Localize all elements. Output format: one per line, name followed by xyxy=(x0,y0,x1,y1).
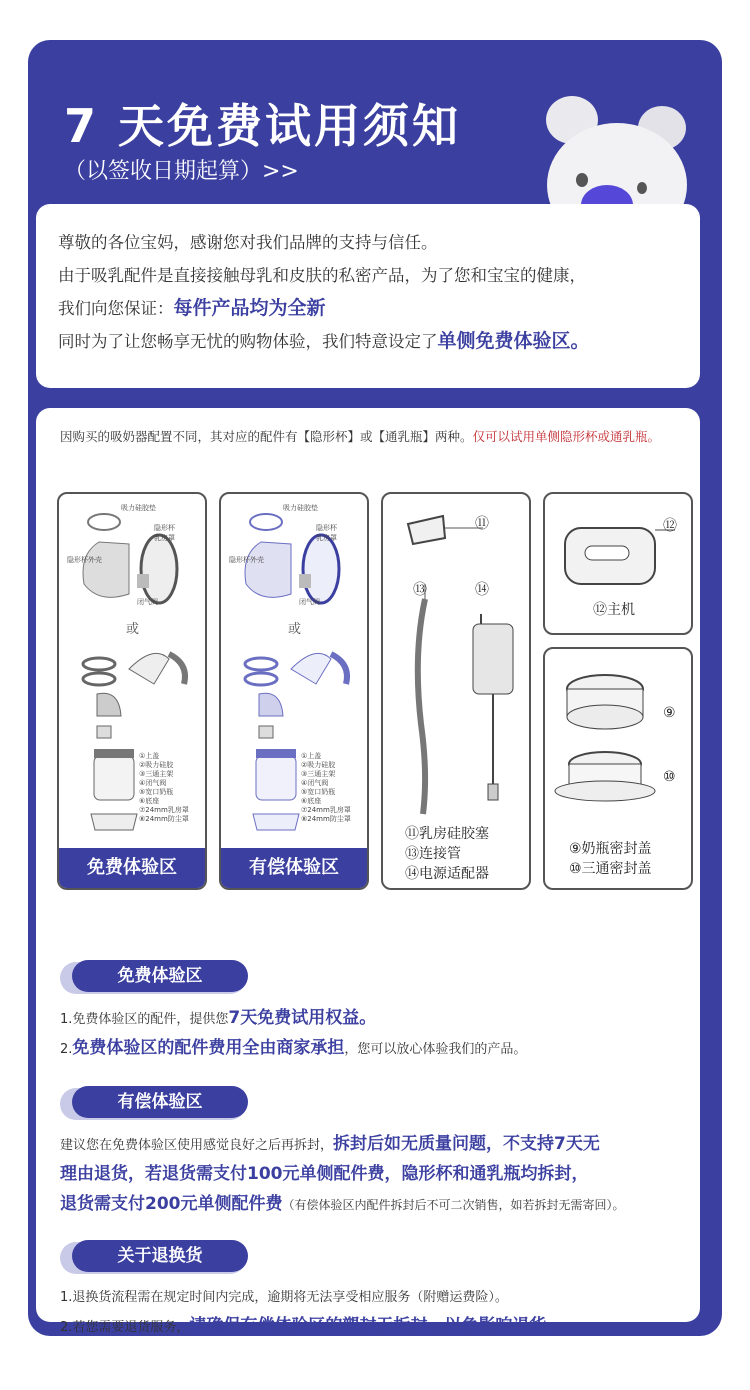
text: 建议您在免费体验区使用感觉良好之后再拆封， xyxy=(60,1138,334,1153)
paid-section-line xyxy=(60,1130,600,1160)
legend-item: ⑧24mm防尘罩 xyxy=(139,815,189,823)
config-note xyxy=(60,426,690,448)
text: 1.免费体验区的配件，提供您 xyxy=(60,1012,229,1027)
host-label: ⑫主机 xyxy=(593,602,635,618)
parts-legend xyxy=(139,752,189,824)
return-section-line xyxy=(60,1312,563,1336)
legend-item: ③三通主架 xyxy=(301,770,336,778)
intro-highlight: 每件产品均为全新 xyxy=(173,297,326,319)
legend-item: ④闭气阀 xyxy=(139,779,167,787)
or-label: 或 xyxy=(126,622,140,637)
legend-item: ②吸力硅胶 xyxy=(301,761,336,769)
part-label: 闭气阀 xyxy=(299,598,320,606)
legend-item: ⑤宽口奶瓶 xyxy=(139,788,174,796)
or-label: 或 xyxy=(288,622,302,637)
intro-card xyxy=(36,204,700,388)
legend-item: ⑬连接管 xyxy=(405,846,461,862)
highlight: 请确保有偿体验区的塑封无拆封，以免影响退货。 xyxy=(189,1316,564,1336)
page-subtitle: （以签收日期起算）>> xyxy=(64,159,299,184)
part-label: 乳房罩 xyxy=(316,534,337,542)
intro-line: 尊敬的各位宝妈，感谢您对我们品牌的支持与信任。 xyxy=(58,233,438,252)
free-parts-card xyxy=(57,492,207,890)
legend-item: ②吸力硅胶 xyxy=(139,761,174,769)
legend-item: ⑥底座 xyxy=(301,797,322,805)
free-section-line xyxy=(60,1034,526,1064)
legend-item: ⑩三通密封盖 xyxy=(569,861,652,877)
legend-item: ⑧24mm防尘罩 xyxy=(301,815,351,823)
legend-item: ①上盖 xyxy=(139,752,160,760)
text: ，您可以放心体验我们的产品。 xyxy=(344,1042,527,1057)
num-label: ⑨ xyxy=(663,705,676,721)
num-label: ⑪ xyxy=(475,516,489,532)
host-card xyxy=(543,492,693,635)
num-label: ⑭ xyxy=(475,582,489,598)
legend-item: ⑤宽口奶瓶 xyxy=(301,788,336,796)
part-label: 隐形杯外壳 xyxy=(67,556,102,564)
part-label: 吸力硅胶垫 xyxy=(121,504,156,512)
highlight: 拆封后如无质量问题，不支持7天无 xyxy=(333,1134,600,1154)
note-warning: 仅可以试用单侧隐形杯或通乳瓶。 xyxy=(472,429,661,444)
part-label: 隐形杯外壳 xyxy=(229,556,264,564)
paid-parts-card xyxy=(219,492,369,890)
part-label: 吸力硅胶垫 xyxy=(283,504,318,512)
intro-line xyxy=(58,292,680,325)
intro-text: 同时为了让您畅享无忧的购物体验，我们特意设定了 xyxy=(58,332,438,351)
return-section-line: 1.退换货流程需在规定时间内完成，逾期将无法享受相应服务（附赠运费险）。 xyxy=(60,1290,508,1305)
paid-section-tab: 有偿体验区 xyxy=(72,1086,248,1118)
text: 2. xyxy=(60,1042,73,1057)
text: （有偿体验区内配件拆封后不可二次销售，如若拆封无需寄回）。 xyxy=(282,1198,625,1212)
accessories-card xyxy=(381,492,531,890)
accessories-legend xyxy=(405,824,489,884)
page-title: 7 天免费试用须知 xyxy=(64,99,462,153)
highlight: 退货需支付200元单侧配件费 xyxy=(60,1194,283,1214)
free-section-tab: 免费体验区 xyxy=(72,960,248,992)
highlight: 理由退货，若退货需支付100元单侧配件费，隐形杯和通乳瓶均拆封， xyxy=(60,1164,589,1184)
legend-item: ④闭气阀 xyxy=(301,779,329,787)
legend-item: ⑦24mm乳房罩 xyxy=(301,806,351,814)
paid-zone-label: 有偿体验区 xyxy=(221,848,367,888)
num-label: ⑬ xyxy=(413,582,427,598)
seal-legend xyxy=(569,839,652,879)
legend-item: ⑥底座 xyxy=(139,797,160,805)
part-label: 隐形杯 xyxy=(316,524,337,532)
part-label: 隐形杯 xyxy=(154,524,175,532)
intro-text: 我们向您保证： xyxy=(58,299,174,318)
return-section-tab: 关于退换货 xyxy=(72,1240,248,1272)
highlight: 免费体验区的配件费用全由商家承担 xyxy=(72,1038,345,1058)
legend-item: ⑭电源适配器 xyxy=(405,866,489,882)
num-label: ⑩ xyxy=(663,769,676,785)
details-card xyxy=(36,408,700,1322)
text: 2.若您需要退货服务， xyxy=(60,1320,190,1335)
part-label: 乳房罩 xyxy=(154,534,175,542)
page-frame xyxy=(28,40,722,1336)
num-label: ⑫ xyxy=(663,518,677,534)
free-zone-label: 免费体验区 xyxy=(59,848,205,888)
paid-section-line xyxy=(60,1160,589,1190)
free-section-line xyxy=(60,1004,376,1034)
paid-section-line xyxy=(60,1190,625,1220)
legend-item: ⑪乳房硅胶塞 xyxy=(405,826,489,842)
seals-card xyxy=(543,647,693,890)
legend-item: ③三通主架 xyxy=(139,770,174,778)
highlight: 7天免费试用权益。 xyxy=(228,1008,377,1028)
intro-line xyxy=(58,325,680,358)
legend-item: ①上盖 xyxy=(301,752,322,760)
legend-item: ⑦24mm乳房罩 xyxy=(139,806,189,814)
note-text: 因购买的吸奶器配置不同，其对应的配件有【隐形杯】或【通乳瓶】两种。 xyxy=(60,429,473,444)
intro-line: 由于吸乳配件是直接接触母乳和皮肤的私密产品，为了您和宝宝的健康， xyxy=(58,266,586,285)
parts-legend xyxy=(301,752,351,824)
intro-highlight: 单侧免费体验区。 xyxy=(437,330,590,352)
legend-item: ⑨奶瓶密封盖 xyxy=(569,841,652,857)
part-label: 闭气阀 xyxy=(137,598,158,606)
